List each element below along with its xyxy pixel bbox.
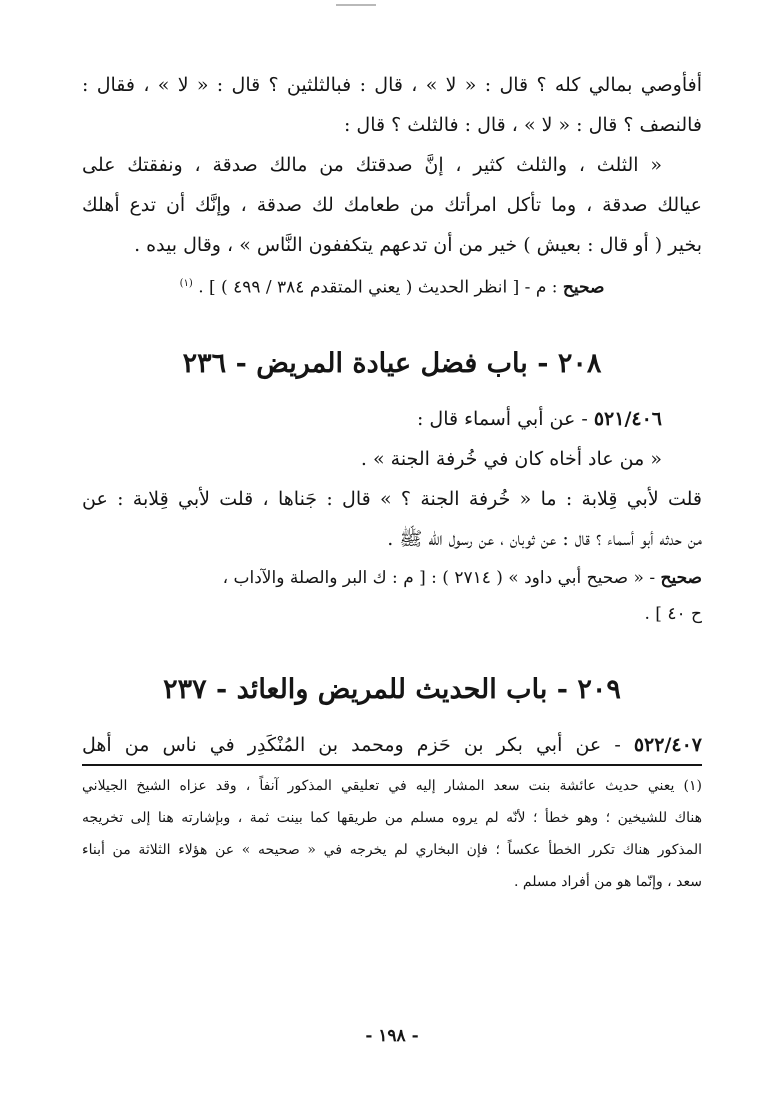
grading-note-continuation: ح ٤٠ ] . [644, 603, 702, 624]
chapter-heading-209: ٢٠٩ - باب الحديث للمريض والعائد - ٢٣٧ [163, 673, 621, 705]
text-line: أفأوصي بمالي كله ؟ قال : « لا » ، قال : فبالثلثين ؟ قال : « لا » ، فقال : [82, 74, 702, 96]
text-line: عيالك صدقة ، وما تأكل امرأتك من طعامك لك صدقة ، وإنَّك أن تدع أهلك [82, 194, 702, 216]
footnote-line: سعد ، وإنّما هو من أفراد مسلم . [513, 873, 702, 890]
grade-text: : م - [ انظر الحديث ( يعني المتقدم ٣٨٤ / ٤٩٩ ) ] . [198, 277, 558, 298]
paragraph-hadith-continuation [82, 70, 702, 260]
footnotes [82, 774, 702, 894]
grading-note [82, 270, 702, 302]
text-line: من حدثه أبو أسماء ؟ قال : عن ثوبان ، عن رسول الله ﷺ . [387, 527, 702, 550]
footnote-line: (١) يعني حديث عائشة بنت سعد المشار إليه في تعليقي المذكور آنفاً ، وقد عزاه الشيخ الجيلاني [82, 777, 702, 794]
text-line: « من عاد أخاه كان في خُرفة الجنة » . [360, 447, 662, 470]
grade-label: صحيح [562, 277, 605, 298]
hadith-opening-line [82, 730, 702, 766]
hadith-isnad: - عن أبي بكر بن حَزم ومحمد بن المُنْكَدِر في ناس من أهل [82, 733, 621, 756]
hadith-opening-line [82, 404, 702, 434]
grade-text: - « صحيح أبي داود » ( ٢٧١٤ ) : [ م : ك البر والصلة والآداب ، [222, 567, 656, 588]
grading-note [82, 564, 702, 592]
section-208-body [82, 404, 702, 628]
grade-label: صحيح [660, 567, 702, 588]
text-line: فالنصف ؟ قال : « لا » ، قال : فالثلث ؟ قال : [343, 114, 702, 136]
chapter-heading-208: ٢٠٨ - باب فضل عيادة المريض - ٢٣٦ [182, 347, 602, 379]
footnote-ref: (١) [179, 278, 193, 289]
book-page [82, 70, 702, 902]
hadith-number: ٥٢٢/٤٠٧ [633, 733, 702, 756]
footnote-line: هناك للشيخين ؛ وهو خطأ ؛ لأنّه لم يروه مسلم من طريقها كما بينت ثمة ، وبإشارته هنا إلى تخريجه [82, 809, 702, 826]
text-line: « الثلث ، والثلث كثير ، إنَّ صدقتك من مالك صدقة ، ونفقتك على [82, 154, 662, 176]
footnote-line: المذكور هناك تكرر الخطأ عكساً ؛ فإن البخاري لم يخرجه في « صحيحه » عن هؤلاء الثلاثة من أبناء [82, 841, 702, 858]
text-line: قلت لأبي قِلابة : ما « خُرفة الجنة ؟ » قال : جَناها ، قلت لأبي قِلابة : عن [82, 487, 702, 510]
hadith-number: ٥٢١/٤٠٦ [593, 407, 662, 430]
page-number: - ١٩٨ - [365, 1026, 419, 1046]
hadith-isnad: - عن أبي أسماء قال : [416, 407, 588, 430]
page-edge-mark [336, 4, 376, 6]
text-line: بخير ( أو قال : بعيش ) خير من أن تدعهم يتكففون النَّاس » ، وقال بيده . [134, 234, 702, 256]
